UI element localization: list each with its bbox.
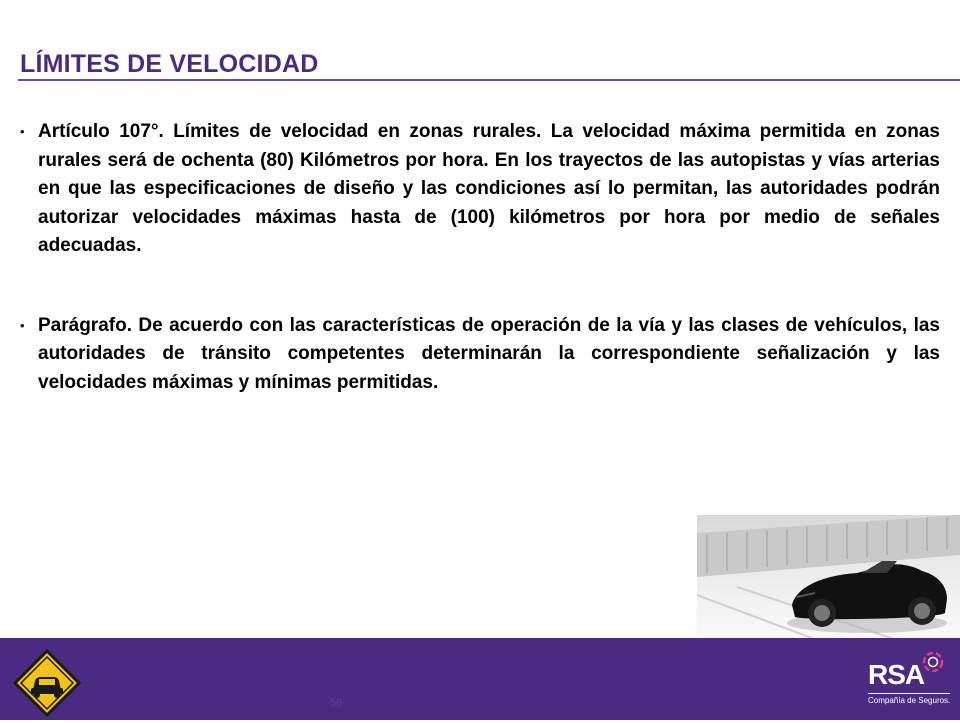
car-warning-sign-icon [12,648,82,718]
bullet-marker: • [20,124,25,139]
bullet-item-paragraph [20,312,940,398]
car-photo [697,515,960,640]
rsa-logo [860,648,950,710]
rsa-swirl-icon [916,648,946,678]
logo-divider [868,693,950,694]
footer-bar [0,638,960,720]
bullet-marker: • [20,317,25,333]
slide-title: LÍMITES DE VELOCIDAD [20,50,319,78]
slide-content [20,118,940,397]
bullet-text-article: Artículo 107°. Límites de velocidad en zonas rurales. La velocidad máxima permitida en zonas rurales será de ochenta (80) Kilómetros por hora. En los trayectos de las autopistas y vías arterias en que las especificaciones de diseño y las condiciones así lo permitan, las autoridades podrán autorizar velocidades máximas hasta de (100) kilómetros por hora por medio de señales adecuadas. [38,121,940,256]
logo-tagline: Compañía de Seguros. [868,696,951,705]
bullet-item-article [20,118,940,261]
logo-text: RSA [868,659,925,690]
title-divider [18,79,960,81]
bullet-text-paragraph: Parágrafo. De acuerdo con las características de operación de la vía y las clases de vehículos, las autoridades de tránsito competentes determinarán la correspondiente señalización y las velocidades máximas y mínimas permitidas. [38,314,940,393]
page-number: 56 [330,697,343,709]
